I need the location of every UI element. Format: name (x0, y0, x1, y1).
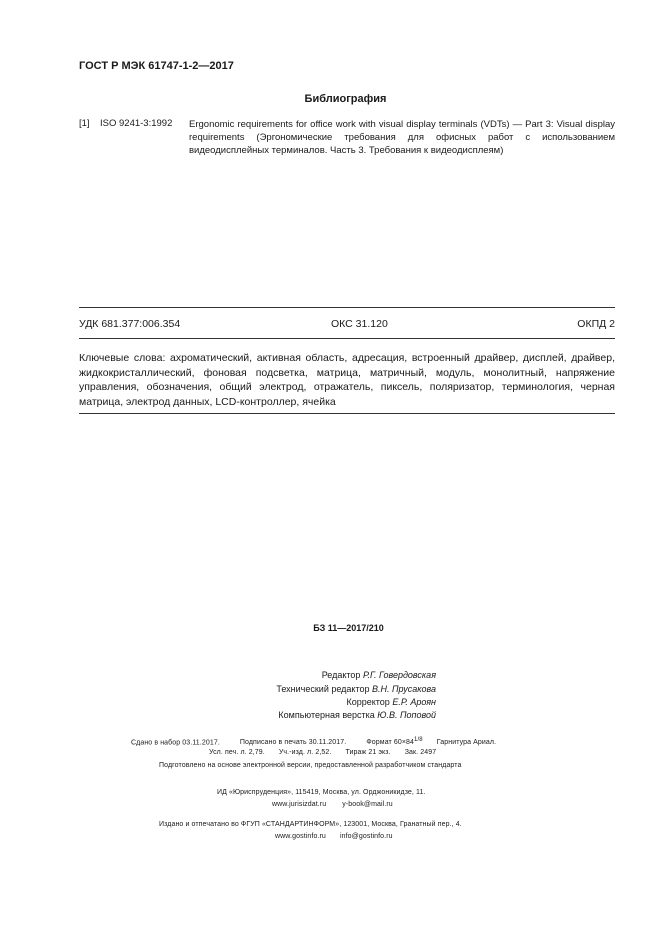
divider-bottom (79, 413, 615, 414)
udk-code: УДК 681.377:006.354 (79, 318, 181, 330)
paper-format-fraction: 1/8 (414, 737, 423, 743)
print-run: Тираж 21 экз. (345, 749, 391, 756)
credit-role: Компьютерная верстка (278, 710, 375, 720)
credit-role: Корректор (346, 697, 390, 707)
divider-top (79, 307, 615, 308)
credit-name: Р.Г. Говердовская (362, 670, 436, 680)
publisher-contacts (272, 801, 393, 808)
print-details-line-2 (209, 749, 436, 756)
keywords-paragraph: Ключевые слова: ахроматический, активная область, адресация, встроенный драйвер, дисплей, драйвер, жидкокристаллический, фоновая подсветка, матрица, матричный, модуль, монолитный, напряжение управления, обозначения, общий электрод, отражатель, пиксель, поляризатор, терминология, черная матрица, электрод данных, LCD-контроллер, ячейка (79, 352, 615, 408)
publisher-website: www.jurisizdat.ru (272, 801, 327, 808)
bibliography-entry-number: [1] (79, 118, 90, 129)
okpd-code: ОКПД 2 (577, 318, 615, 330)
divider-middle (79, 338, 615, 339)
printer-website: www.gostinfo.ru (275, 833, 326, 840)
printer-address: Издано и отпечатано во ФГУП «СТАНДАРТИНФОРМ», 123001, Москва, Гранатный пер., 4. (159, 821, 462, 828)
credit-tech-editor (276, 684, 436, 694)
publisher-address: ИД «Юриспруденция», 115419, Москва, ул. Орджоникидзе, 11. (217, 789, 426, 796)
paper-format: Формат 60×84 (366, 739, 415, 747)
credit-name: В.Н. Прусакова (372, 684, 436, 694)
prepared-note: Подготовлено на основе электронной версии, предоставленной разработчиком стандарта (159, 762, 462, 769)
print-details-line-1 (131, 737, 496, 746)
credit-role: Технический редактор (276, 684, 370, 694)
bibliography-entry-standard: ISO 9241-3:1992 (100, 118, 173, 129)
typeset-date: Сдано в набор 03.11.2017. (131, 739, 220, 747)
publishing-sheets: Уч.-изд. л. 2,52. (278, 749, 332, 756)
order-number: Зак. 2497 (404, 749, 437, 756)
bibliography-entry-text: Ergonomic requirements for office work with visual display terminals (VDTs) — Part 3: Visual display requirements (Эргономические требования для офисных работ с использованием видеодисплейных терминалов. Часть 3. Требования к видеодисплеям) (189, 119, 615, 156)
printer-contacts (275, 833, 393, 840)
typeface: Гарнитура Ариал. (436, 739, 497, 747)
printer-email: info@gostinfo.ru (339, 833, 393, 840)
oks-code: ОКС 31.120 (331, 318, 388, 330)
bz-number: БЗ 11—2017/210 (313, 623, 384, 633)
signed-date: Подписано в печать 30.11.2017. (239, 739, 347, 747)
credit-editor (322, 670, 436, 680)
credit-layout (278, 710, 436, 720)
credit-corrector (346, 697, 436, 707)
bibliography-title: Библиография (304, 93, 387, 105)
document-code: ГОСТ Р МЭК 61747-1-2—2017 (79, 60, 234, 72)
credit-role: Редактор (321, 670, 361, 680)
credit-name: Ю.В. Поповой (377, 710, 436, 720)
print-sheets: Усл. печ. л. 2,79. (209, 749, 265, 756)
publisher-email: y-book@mail.ru (342, 801, 393, 808)
credit-name: Е.Р. Ароян (392, 697, 436, 707)
